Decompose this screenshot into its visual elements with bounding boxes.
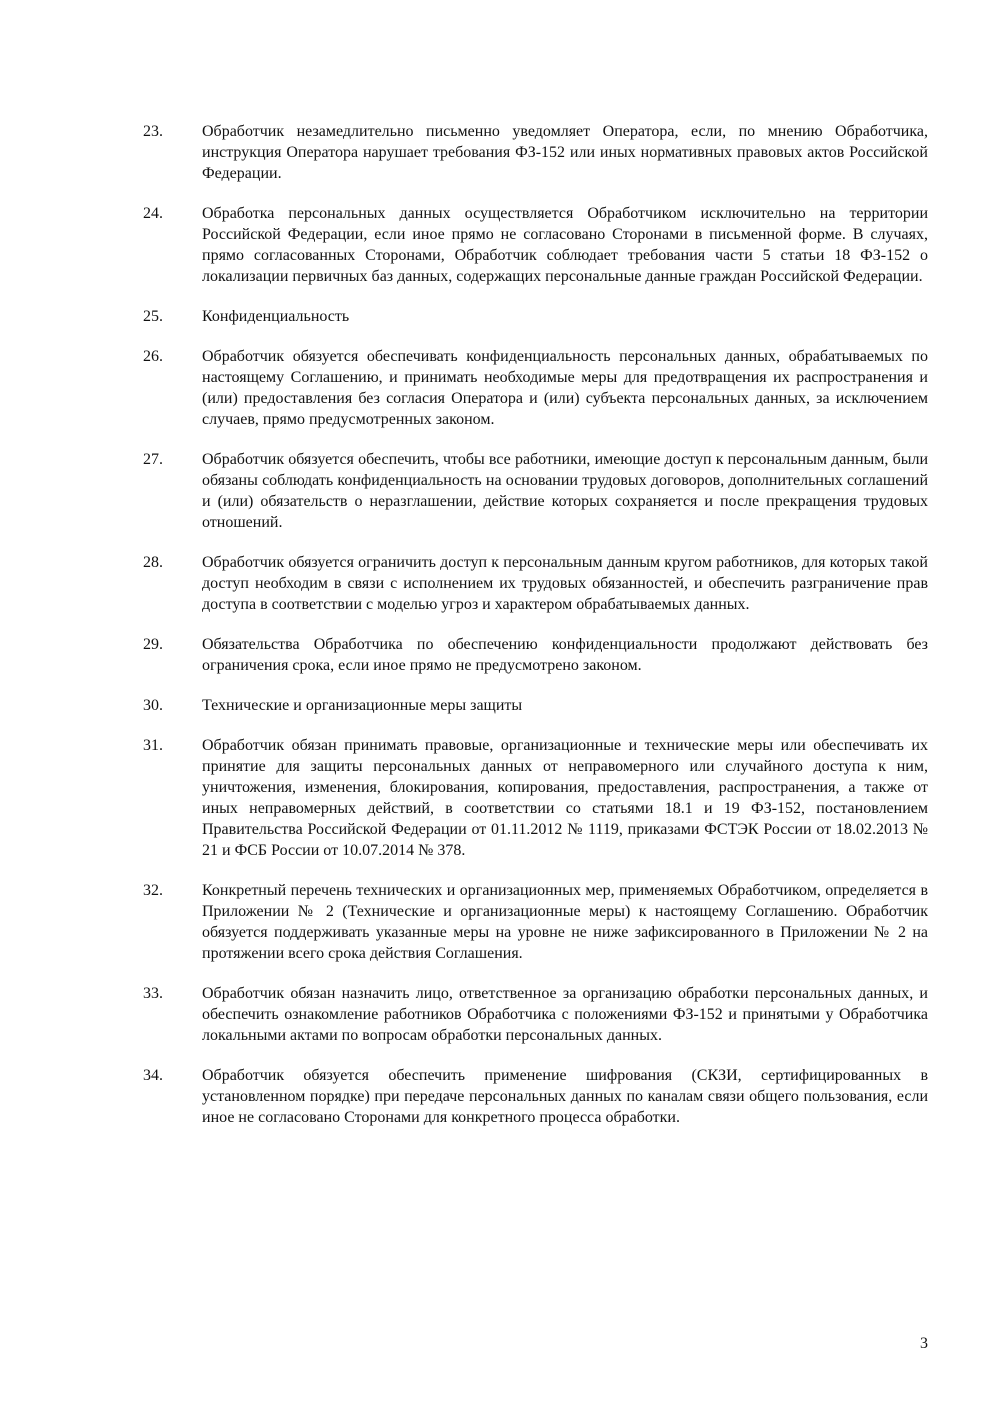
clause-text: Конкретный перечень технических и организационных мер, применяемых Обработчиком, определяется в Приложении № 2 (Технические и организационные меры) к настоящему Соглашению. Обработчик обязуется поддерживать указанные меры на уровне не ниже зафиксированного в Приложении № 2 на протяжении всего срока действия Соглашения. bbox=[202, 882, 928, 962]
clause-text: Обработчик обязуется обеспечить, чтобы все работники, имеющие доступ к персональным данным, были обязаны соблюдать конфиденциальность на основании трудовых договоров, дополнительных соглашений и (или) обязательств о неразглашении, действие которых сохраняется и после прекращения трудовых отношений. bbox=[202, 451, 928, 531]
clause-item bbox=[143, 880, 928, 964]
clause-number: 28. bbox=[143, 554, 163, 571]
section-heading: Технические и организационные меры защиты bbox=[202, 697, 523, 714]
clause-number: 32. bbox=[143, 882, 163, 899]
clause-item bbox=[143, 203, 928, 287]
section-heading: Конфиденциальность bbox=[202, 308, 350, 325]
clause-number: 26. bbox=[143, 348, 163, 365]
clause-number: 25. bbox=[143, 308, 163, 325]
clause-number: 33. bbox=[143, 985, 163, 1002]
page-number: 3 bbox=[920, 1335, 928, 1352]
clause-number: 34. bbox=[143, 1067, 163, 1084]
clause-text: Обработчик обязуется обеспечивать конфиденциальность персональных данных, обрабатываемых по настоящему Соглашению, и принимать необходимые меры для предотвращения их распространения и (или) предоставления без согласия Оператора и (или) субъекта персональных данных, за исключением случаев, прямо предусмотренных законом. bbox=[202, 348, 928, 428]
clause-text: Обработчик обязан принимать правовые, организационные и технические меры или обеспечивать их принятие для защиты персональных данных от неправомерного или случайного доступа к ним, уничтожения, изменения, блокирования, копирования, предоставления, распространения, а также от иных неправомерных действий, в соответствии со статьями 18.1 и 19 ФЗ-152, постановлением Правительства Российской Федерации от 01.11.2012 № 1119, приказами ФСТЭК России от 18.02.2013 № 21 и ФСБ России от 10.07.2014 № 378. bbox=[202, 737, 928, 859]
clause-text: Обязательства Обработчика по обеспечению конфиденциальности продолжают действовать без ограничения срока, если иное прямо не предусмотрено законом. bbox=[202, 636, 928, 674]
clause-item bbox=[143, 306, 928, 327]
clause-item bbox=[143, 121, 928, 184]
clause-number: 29. bbox=[143, 636, 163, 653]
clause-text: Обработчик незамедлительно письменно уведомляет Оператора, если, по мнению Обработчика, инструкция Оператора нарушает требования ФЗ-152 или иных нормативных правовых актов Российской Федерации. bbox=[202, 123, 928, 182]
clause-number: 31. bbox=[143, 737, 163, 754]
clause-item bbox=[143, 634, 928, 676]
clause-item bbox=[143, 449, 928, 533]
clause-item bbox=[143, 983, 928, 1046]
clause-item bbox=[143, 1065, 928, 1128]
clause-text: Обработчик обязуется ограничить доступ к персональным данным кругом работников, для которых такой доступ необходим в связи с исполнением их трудовых обязанностей, и обеспечить разграничение прав доступа в соответствии с моделью угроз и характером обрабатываемых данных. bbox=[202, 554, 928, 613]
clause-item bbox=[143, 346, 928, 430]
clause-item bbox=[143, 695, 928, 716]
clause-number: 23. bbox=[143, 123, 163, 140]
clause-text: Обработчик обязан назначить лицо, ответственное за организацию обработки персональных данных, и обеспечить ознакомление работников Обработчика с положениями ФЗ-152 и принятыми у Обработчика локальными актами по вопросам обработки персональных данных. bbox=[202, 985, 928, 1044]
clause-item bbox=[143, 552, 928, 615]
clause-number: 30. bbox=[143, 697, 163, 714]
clause-list bbox=[143, 121, 928, 1147]
clause-number: 24. bbox=[143, 205, 163, 222]
clause-text: Обработчик обязуется обеспечить применение шифрования (СКЗИ, сертифицированных в установленном порядке) при передаче персональных данных по каналам связи общего пользования, если иное не согласовано Сторонами для конкретного процесса обработки. bbox=[202, 1067, 928, 1126]
clause-text: Обработка персональных данных осуществляется Обработчиком исключительно на территории Российской Федерации, если иное прямо не согласовано Сторонами в письменной форме. В случаях, прямо согласованных Сторонами, Обработчик соблюдает требования части 5 статьи 18 ФЗ-152 о локализации первичных баз данных, содержащих персональные данные граждан Российской Федерации. bbox=[202, 205, 928, 285]
clause-number: 27. bbox=[143, 451, 163, 468]
clause-item bbox=[143, 735, 928, 861]
